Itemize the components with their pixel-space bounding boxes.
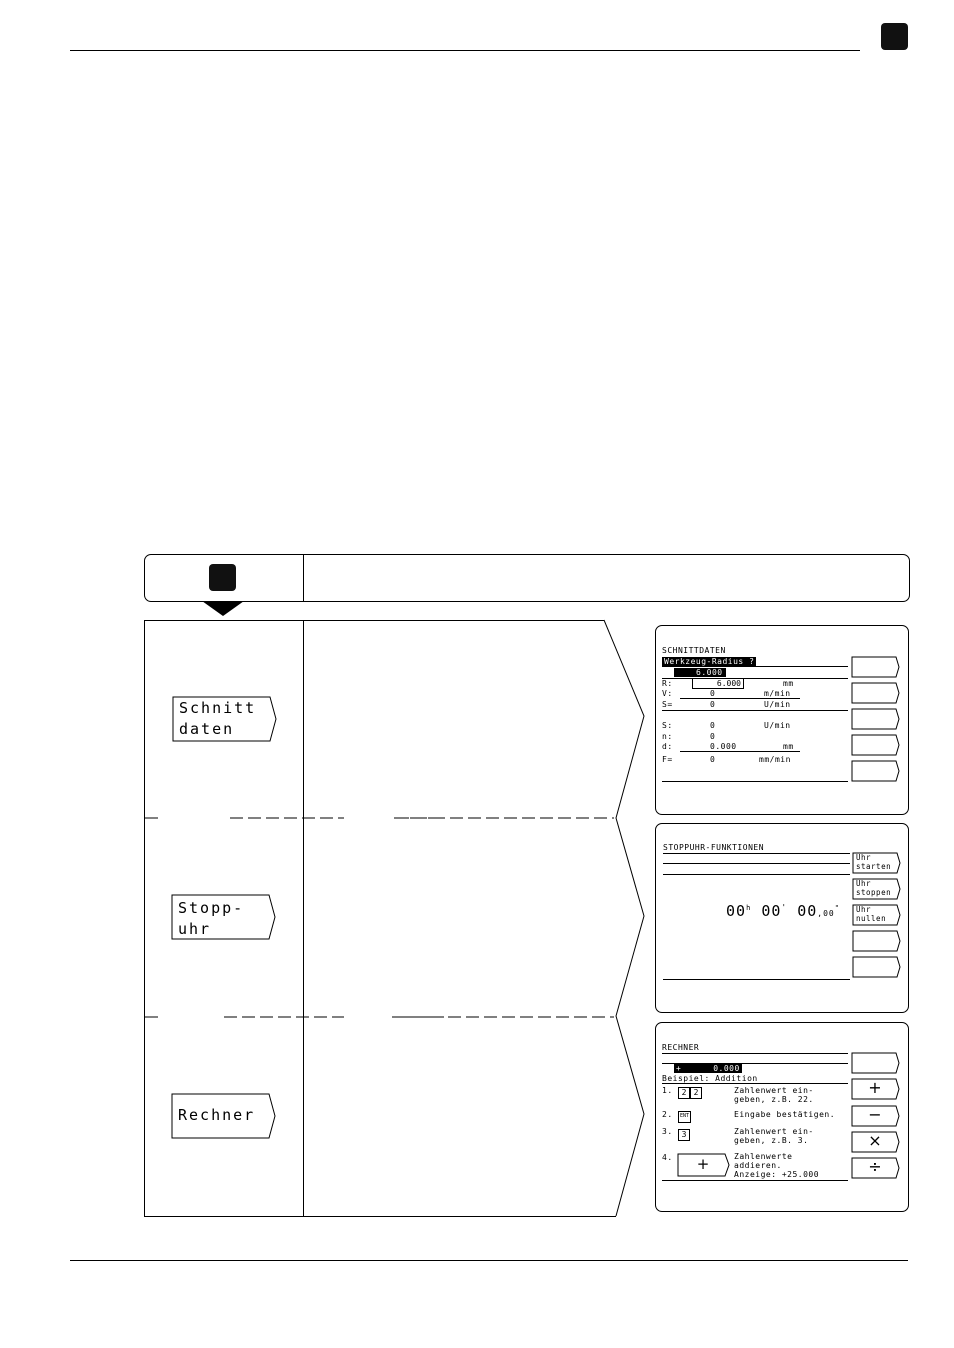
screen1-softkey-3[interactable] xyxy=(851,708,899,728)
screen1-softkey-5[interactable] xyxy=(851,760,899,780)
schnittdaten-screen: SCHNITTDATEN Werkzeug-Radius ? 6.000 R: 6.000 mm V: 0 m/min S= 0 U/min S: 0 U/min n: 0 d: 0.000 mm F= 0 mm/min xyxy=(655,625,909,815)
screen1-softkey-2[interactable] xyxy=(851,682,899,702)
divide-softkey[interactable]: ÷ xyxy=(851,1157,899,1177)
key-2-icon: 2 xyxy=(690,1087,702,1099)
stoppuhr-screen xyxy=(655,823,909,1013)
stoppuhr-label: Stopp- uhr xyxy=(178,899,245,938)
flow-arrows xyxy=(590,618,650,1218)
add-softkey[interactable]: + xyxy=(851,1078,899,1098)
table-left-border xyxy=(144,620,145,1217)
mod-key-icon[interactable] xyxy=(209,564,236,591)
calculator-display: + 0.000 xyxy=(676,1064,740,1073)
example-label: Beispiel: Addition xyxy=(662,1074,758,1083)
table-header xyxy=(144,554,910,602)
key-2-icon: 2 xyxy=(678,1087,690,1099)
screen1-softkey-4[interactable] xyxy=(851,734,899,754)
screen2-softkey-5[interactable] xyxy=(852,956,900,976)
screen-title: SCHNITTDATEN xyxy=(662,646,726,655)
schnittdaten-label: Schnitt daten xyxy=(179,699,257,738)
screen3-softkey-1[interactable] xyxy=(851,1052,899,1072)
schnittdaten-softkey[interactable] xyxy=(172,696,278,740)
uhr-starten-softkey[interactable]: Uhr starten xyxy=(852,852,900,872)
bottom-rule xyxy=(70,1260,908,1261)
prompt: Werkzeug-Radius ? xyxy=(664,657,755,666)
stopwatch-time: 00$^h$ 00' 00,00" xyxy=(726,902,840,920)
subtract-softkey[interactable]: − xyxy=(851,1105,899,1125)
plus-key-icon: + xyxy=(677,1153,731,1177)
rechner-label: Rechner xyxy=(178,1106,256,1124)
table-bottom xyxy=(144,1216,616,1217)
screen2-softkey-4[interactable] xyxy=(852,930,900,950)
chapter-marker xyxy=(881,23,908,50)
key-3-icon: 3 xyxy=(678,1129,690,1141)
row-separator-2 xyxy=(144,1016,616,1018)
table-top xyxy=(144,620,604,621)
screen-title: STOPPUHR-FUNKTIONEN xyxy=(663,843,765,852)
rechner-softkey[interactable] xyxy=(171,1093,277,1137)
header-divider xyxy=(303,555,304,601)
screen-title: RECHNER xyxy=(662,1043,700,1052)
ent-key-icon: ENT xyxy=(678,1111,691,1123)
rechner-screen: RECHNER + 0.000 Beispiel: Addition 1. 2 2 Zahlenwert ein- geben, z.B. 22. 2. ENT Eingabe bestätigen. 3. 3 Zahlenwert ein- geben, z.B. 3. 4. + Zahlenwerte addieren. Anzeige: +25.000 + − × ÷ xyxy=(655,1022,909,1212)
multiply-softkey[interactable]: × xyxy=(851,1131,899,1151)
input-field[interactable]: 6.000 xyxy=(674,668,726,677)
uhr-nullen-softkey[interactable]: Uhr nullen xyxy=(852,904,900,924)
top-rule xyxy=(70,50,860,51)
row-separator-1 xyxy=(144,817,616,819)
table-divider xyxy=(303,620,304,1217)
stoppuhr-softkey[interactable] xyxy=(171,894,277,938)
uhr-stoppen-softkey[interactable]: Uhr stoppen xyxy=(852,878,900,898)
arrow-down-icon xyxy=(202,601,244,616)
screen1-softkey-1[interactable] xyxy=(851,656,899,676)
